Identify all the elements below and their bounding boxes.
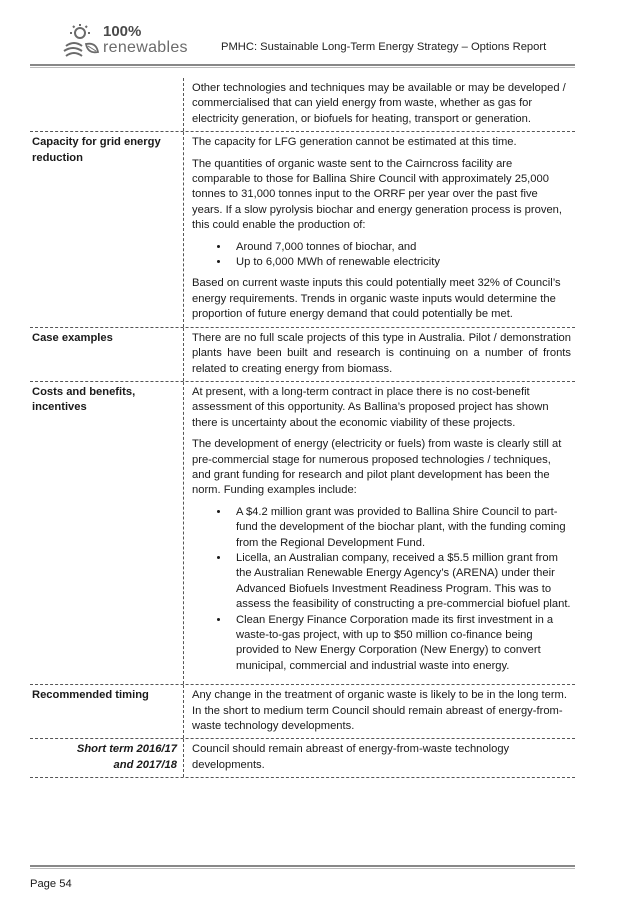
row-value	[183, 328, 575, 381]
header-rule-thin	[30, 67, 575, 68]
label-line: Short term 2016/17	[76, 743, 177, 756]
paragraph: Council should remain abreast of energy-from-waste technology developments.	[192, 743, 510, 771]
row-value	[183, 739, 575, 777]
list-item: • Licella, an Australian company, received a $5.5 million grant from the Australian Renewable Energy Agency’s (ARENA) under their Advanced Biofuels Investment Readiness Program. This was to assess the feasibility of constructing a pre-commercial biofuel plant.	[230, 551, 571, 613]
paragraph: Any change in the treatment of organic waste is likely to be in the long term. In the short to medium term Council should remain abreast of energy-from-waste technology developments.	[192, 689, 567, 733]
paragraph: The quantities of organic waste sent to the Cairncross facility are comparable to those for Ballina Shire Council with approximately 25,000 tonnes to 31,000 tonnes input to the ORRF per year over the past five years. If a slow pyrolysis biochar and energy generation process is proven, this could enable the production of:	[192, 157, 562, 232]
table-row-capacity	[30, 132, 575, 327]
paragraph: Based on current waste inputs this could potentially meet 32% of Council’s energy requirements. Trends in organic waste inputs would determine the proportion of future energy demand that could potentially be met.	[192, 277, 561, 321]
row-label	[30, 739, 183, 777]
row-label: Costs and benefits, incentives	[32, 385, 136, 414]
paragraph: The capacity for LFG generation cannot be estimated at this time.	[192, 136, 517, 149]
row-value	[183, 685, 575, 738]
sun-leaf-icon	[62, 24, 102, 60]
header-rule	[30, 64, 575, 66]
table-row-short-term	[30, 739, 575, 778]
label-line: and 2017/18	[113, 758, 177, 771]
page-header	[0, 0, 625, 70]
row-value	[183, 132, 575, 326]
table-row-costs	[30, 382, 575, 685]
list-item: • Around 7,000 tonnes of biochar, and	[230, 240, 571, 255]
bullet-list	[192, 505, 571, 674]
paragraph: The development of energy (electricity or fuels) from waste is clearly still at pre-commercial stage for numerous proposed technologies / techniques, and grant funding for research and pilot plant development has been the norm. Funding examples include:	[192, 438, 562, 497]
list-item: • Clean Energy Finance Corporation made its first investment in a waste-to-gas project, with up to $50 million co-finance being provided to New Energy Corporation (New Energy) to convert municipal, commercial and industrial waste into energy.	[230, 613, 571, 675]
row-value	[183, 78, 575, 131]
page-number: Page 54	[30, 878, 72, 890]
paragraph: At present, with a long-term contract in place there is no cost-benefit assessment of this opportunity. As Ballina’s proposed project has shown there is uncertainty about the economic viability of these projects.	[192, 385, 549, 429]
paragraph: Other technologies and techniques may be available or may be developed / commercialised that can yield energy from waste, whether as gas for electricity generation, or biofuels for heating, transport or generation.	[192, 82, 566, 125]
options-table	[30, 78, 575, 778]
bullet-list	[192, 240, 571, 271]
logo	[62, 24, 202, 60]
footer-rule-thin	[30, 868, 575, 869]
row-label: Recommended timing	[32, 689, 149, 702]
footer-rule	[30, 865, 575, 867]
logo-wordmark: renewables	[103, 39, 188, 56]
table-row	[30, 78, 575, 132]
row-label: Capacity for grid energy reduction	[32, 136, 161, 164]
report-title: PMHC: Sustainable Long-Term Energy Strategy – Options Report	[221, 41, 547, 53]
table-row-case-examples	[30, 328, 575, 382]
row-label	[30, 78, 183, 131]
table-row-timing	[30, 685, 575, 739]
row-value	[183, 382, 575, 684]
paragraph: There are no full scale projects of this type in Australia. Pilot / demonstration plants have been built and research is continuing on a number of fronts related to creating energy from biomass.	[192, 331, 571, 375]
list-item: • A $4.2 million grant was provided to Ballina Shire Council to part-fund the development of the biochar plant, with the funding coming from the Regional Development Fund.	[230, 505, 571, 551]
list-item: • Up to 6,000 MWh of renewable electricity	[230, 255, 571, 270]
row-label: Case examples	[32, 331, 113, 344]
logo-percent: 100%	[103, 23, 142, 40]
